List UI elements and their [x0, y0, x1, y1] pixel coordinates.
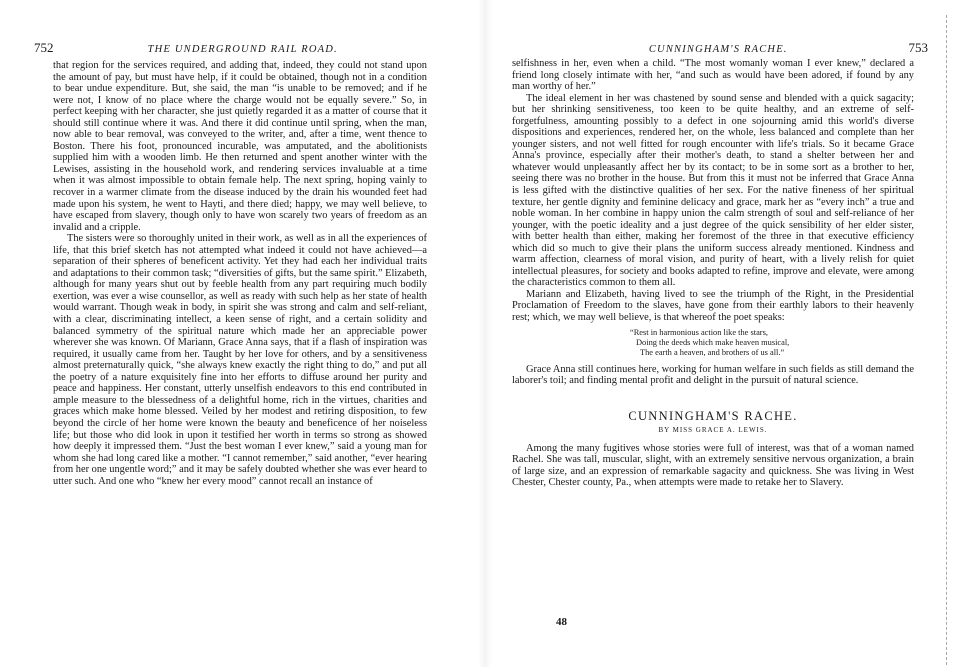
right-running-head: [508, 40, 928, 56]
left-running-head: [34, 40, 452, 56]
paragraph: that region for the services required, and adding that, indeed, they could not stand upon the amount of pay, but must have help, if it could be obtained, though not in a condition to bear undue expenditure. But, she said, the man “is unable to be removed; and if he were not, I know of no place where the charge would not be equally severe.” So, in perfect keeping with her character, she just quietly regarded it as a matter of course that it should still continue where it was. And there it did continue until spring, when the man, now able to bear removal, was conveyed to the writer, and, after a time, went thence to Boston. There his foot, pronounced incurable, was amputated, and the abolitionists supplied him with a wooden limb. He then returned and spent another winter with the Lewises, assisting in the household work, and rendering services invaluable at a time when it was almost impossible to obtain female help. The next spring, hoping vainly to recover in a warmer climate from the disease induced by the drain his wounded feet had made upon his system, he went to Hayti, and there died; happy, we may well believe, to have escaped from slavery, though only to have won scarely two years of freedom as an invalid and a cripple.: [53, 60, 427, 233]
paragraph: The ideal element in her was chastened by sound sense and blended with a quick sagacity; but her shrinking sensitiveness, too keen to be quite healthy, and an extreme of self-forgetfulness, amounting possibly to a defect in one sojourning amid this world's diverse dispositions and experiences, rendered her, on the whole, less balanced and complete than her younger sisters, and not well fitted for rough encounter with life's trials. So it became Grace Anna's province, especially after their mother's death, to stand a shelter between her and whatever would unpleasantly affect her by its contact; to be in some sort as a brother to her, seeing there was no brother in the house. But from this it must not be inferred that Grace Anna is less gifted with the distinctive qualities of her sex. For the native fineness of her spiritual texture, her gentle dignity and feminine delicacy and grace, mark her as “every inch” a true and noble woman. In her combine in happy union the calm strength of soul and self-reliance of her younger, with the poetic ideality and a just degree of the quick sensibility of her elder sister, with better health than either, making her foremost of the three in that executive efficiency which did so much to give their plans the uniform success already mentioned. Kindness and warm affection, clearness of moral vision, and purity of heart, with a lively relish for quiet intellectual pleasures, for society and books adapted to refine, improve and elevate, were among the characteristics common to them all.: [512, 92, 914, 289]
poem-quote: [630, 328, 914, 358]
right-page: [490, 0, 980, 667]
left-page: [0, 0, 480, 667]
poem-line: “Rest in harmonious action like the stars,: [630, 327, 768, 337]
section-byline: BY MISS GRACE A. LEWIS.: [658, 426, 768, 435]
right-page-number: 753: [908, 40, 928, 55]
right-body-text: [512, 58, 914, 489]
paragraph: Mariann and Elizabeth, having lived to see the triumph of the Right, in the Presidential Proclamation of Freedom to the slaves, have gone from their earthly labors to their heavenly rest; which, we may well believe, is that whereof the poet speaks:: [512, 288, 914, 324]
paragraph: Grace Anna still continues here, working for human welfare in such fields as still demand the laborer's toil; and finding mental profit and delight in the pursuit of natural science.: [512, 363, 914, 387]
left-page-number: 752: [34, 40, 54, 55]
right-running-title: CUNNINGHAM'S RACHE.: [648, 44, 788, 55]
paragraph: Among the many fugitives whose stories were full of interest, was that of a woman named Rachel. She was tall, muscular, slight, with an extremely sensitive nervous organization, a brain of large size, and an expression of remarkable sagacity and quickness. She was living in West Chester, Chester county, Pa., when attempts were made to retake her to Slavery.: [512, 442, 914, 489]
poem-line: Doing the deeds which make heaven musical,: [636, 337, 790, 347]
paragraph: The sisters were so thoroughly united in their work, as well as in all the experiences of life, that this brief sketch has not attempted what indeed it could not have achieved—a separation of their spheres of beneficent activity. Yet they had each her individual traits and adaptations to their common task; “diversities of gifts, but the same spirit.” Elizabeth, although for many years shut out by feeble health from any part requiring much bodily exertion, was ever a wise counsellor, as well as ready with such help as her state of health would warrant. Though weak in body, in spirit she was strong and calm and self-reliant, with a clear, discriminating intellect, a keen sense of right, and a certain solidity and balanced symmetry of the spiritual nature which made her an appreciable power wherever she was known. Of Mariann, Grace Anna says, that if a flash of inspiration was required, it usually came from her. Taught by her love for others, and by a sensitiveness almost preternaturally quick, “she always knew exactly the right thing to do,” and put all the poetry of a nature exquisitely fine into her efforts to diffuse around her purity and peace and happiness. Her constant, utterly unselfish endeavors to this end contributed in ample measure to the blessedness of a delightful home, rich in the virtues, charities and graces which make home blessed. Veiled by her modest and retiring disposition, to few beyond the circle of her home were known the beauty and beneficence of her noiseless life; but those who did look in upon it testified her worth in terms so strong as showed how deeply it impressed them. “Just the best woman I ever knew,” said a young man for whom she had long cared like a mother. “I cannot remember,” said another, “ever hearing from her one ungentle word;” and it may be safely doubted whether she was ever heard to utter such. And one who “knew her every mood” cannot recall an instance of: [53, 233, 427, 487]
section-title: CUNNINGHAM'S RACHE.: [628, 408, 798, 423]
poem-line: The earth a heaven, and brothers of us all.”: [640, 347, 785, 357]
left-running-title: THE UNDERGROUND RAIL ROAD.: [147, 44, 338, 55]
paragraph: selfishness in her, even when a child. “The most womanly woman I ever knew,” declared a friend long closely intimate with her, “and such as would have been adored, if found by any man worthy of her.”: [512, 58, 914, 93]
signature-mark: 48: [556, 616, 567, 628]
left-body-text: [53, 60, 427, 487]
